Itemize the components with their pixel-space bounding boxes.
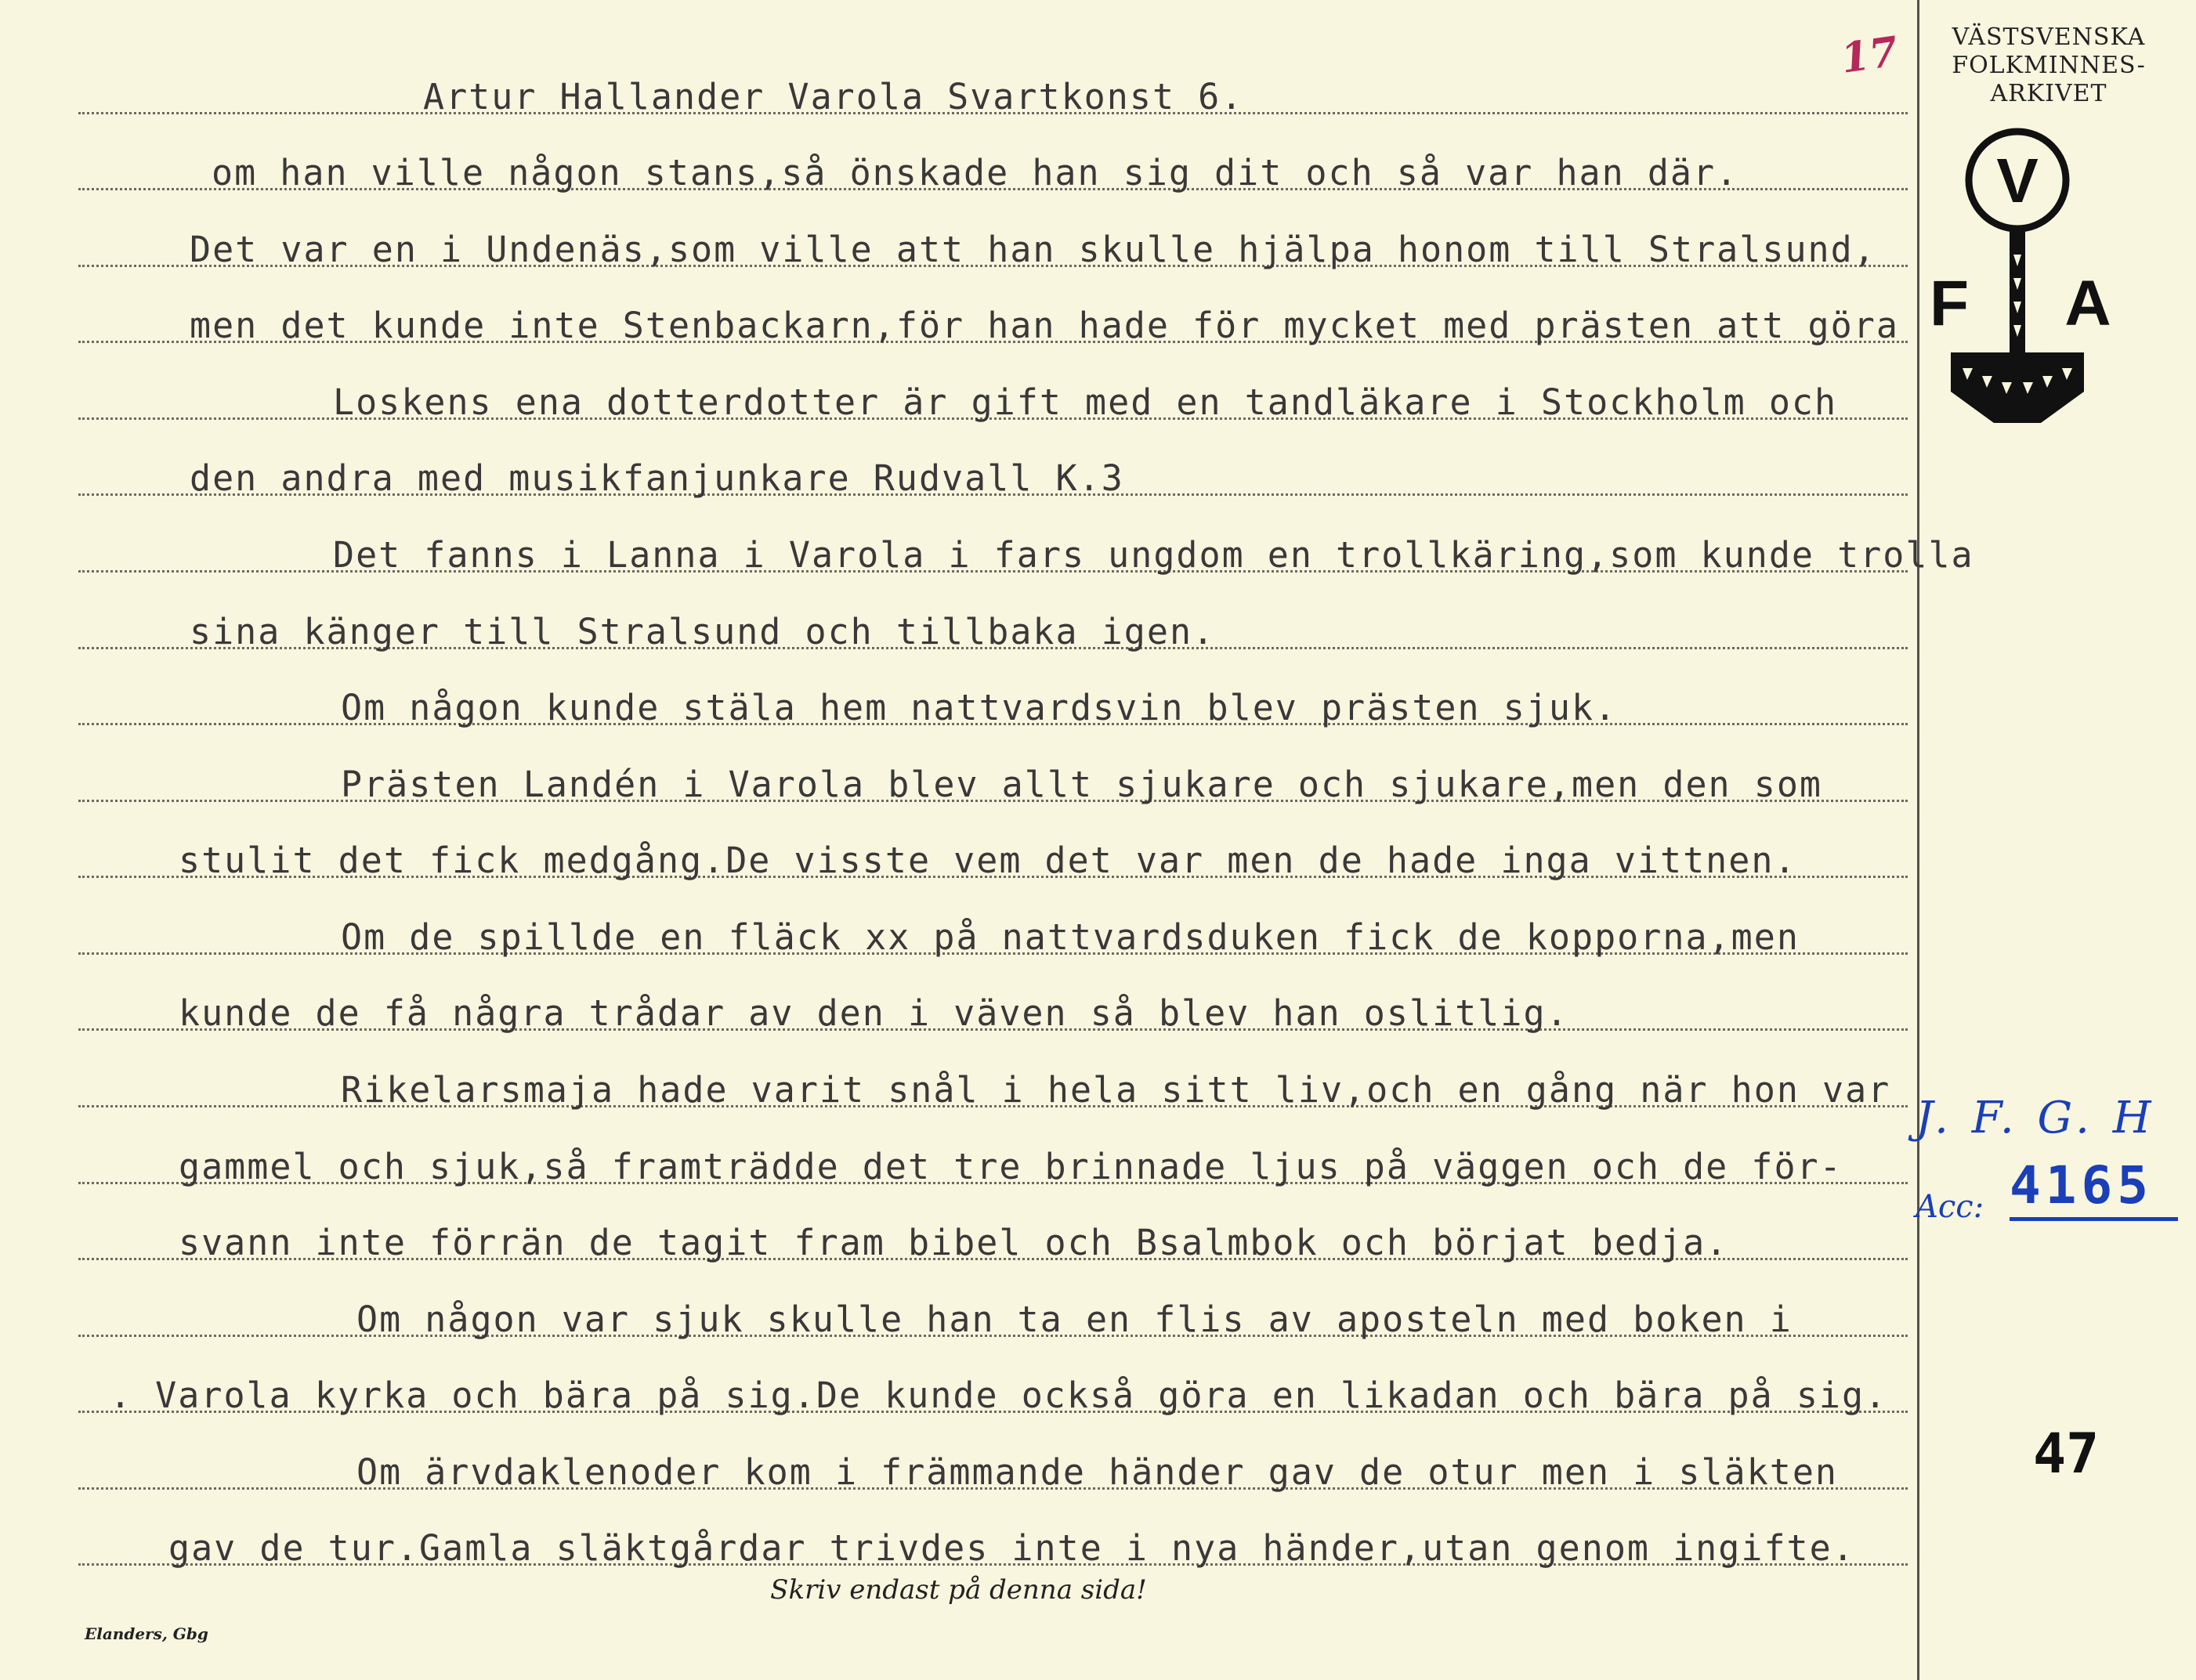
stamp-initials: J. F. G. H (1916, 1093, 2156, 1143)
text-line: Om någon var sjuk skulle han ta en flis av aposteln med boken i (356, 1299, 1793, 1340)
printer-mark: Elanders, Gbg (85, 1624, 208, 1643)
stamp-acc-number: 4165 (2010, 1155, 2153, 1216)
text-line: Om ärvdaklenoder kom i främmande händer gav de otur men i släkten (356, 1451, 1838, 1493)
logo-letter-a: A (2064, 268, 2111, 339)
text-line: Om de spillde en fläck xx på nattvardsduken fick de kopporna,men (341, 916, 1800, 958)
text-line-title: Artur Hallander Varola Svartkonst 6. (423, 76, 1244, 117)
text-line: stulit det fick medgång.De visste vem det var men de hade inga vittnen. (179, 840, 1797, 881)
text-line: om han ville någon stans,så önskade han sig dit och så var han där. (212, 152, 1739, 193)
margin-line (1917, 0, 1919, 1680)
page-number: 47 (2033, 1422, 2100, 1486)
text-line: Rikelarsmaja hade varit snål i hela sitt liv,och en gång när hon var (341, 1069, 1891, 1111)
text-line: Det var en i Undenäs,som ville att han skulle hjälpa honom till Stralsund, (190, 229, 1876, 270)
stamp-underline (2010, 1217, 2178, 1221)
stamp-acc-label: Acc: (1916, 1189, 1984, 1225)
red-annotation: 17 (1838, 27, 1901, 83)
text-line: . Varola kyrka och bära på sig.De kunde också göra en likadan och bära på sig. (110, 1375, 1888, 1416)
text-line: gammel och sjuk,så framträdde det tre brinnade ljus på väggen och de för- (179, 1146, 1843, 1187)
archive-header (1943, 23, 2154, 108)
archive-header-line: ARKIVET (1990, 80, 2107, 107)
text-line: svann inte förrän de tagit fram bibel och Bsalmbok och börjat bedja. (179, 1222, 1729, 1263)
text-line: kunde de få några trådar av den i väven så blev han oslitlig. (179, 992, 1569, 1034)
text-line: Om någon kunde stäla hem nattvardsvin blev prästen sjuk. (341, 687, 1618, 728)
archive-header-line: FOLKMINNES- (1952, 52, 2146, 79)
text-line: sina känger till Stralsund och tillbaka igen. (190, 611, 1216, 652)
archive-header-line: VÄSTSVENSKA (1952, 23, 2146, 51)
text-line: gav de tur.Gamla släktgårdar trivdes inte i nya händer,utan genom ingifte. (168, 1527, 1855, 1569)
text-line: men det kunde inte Stenbackarn,för han hade för mycket med prästen att göra (190, 305, 1899, 346)
logo-letter-v: V (1996, 146, 2039, 215)
text-line: Det fanns i Lanna i Varola i fars ungdom en trollkäring,som kunde trolla (333, 534, 1974, 576)
text-line: den andra med musikfanjunkare Rudvall K.3 (190, 457, 1124, 499)
footer-instruction: Skriv endast på denna sida! (770, 1574, 1147, 1606)
vfa-logo (1929, 117, 2147, 462)
text-line: Loskens ena dotterdotter är gift med en tandläkare i Stockholm och (333, 381, 1838, 423)
logo-letter-f: F (1929, 268, 1970, 339)
text-line: Prästen Landén i Varola blev allt sjukare och sjukare,men den som (341, 764, 1822, 805)
